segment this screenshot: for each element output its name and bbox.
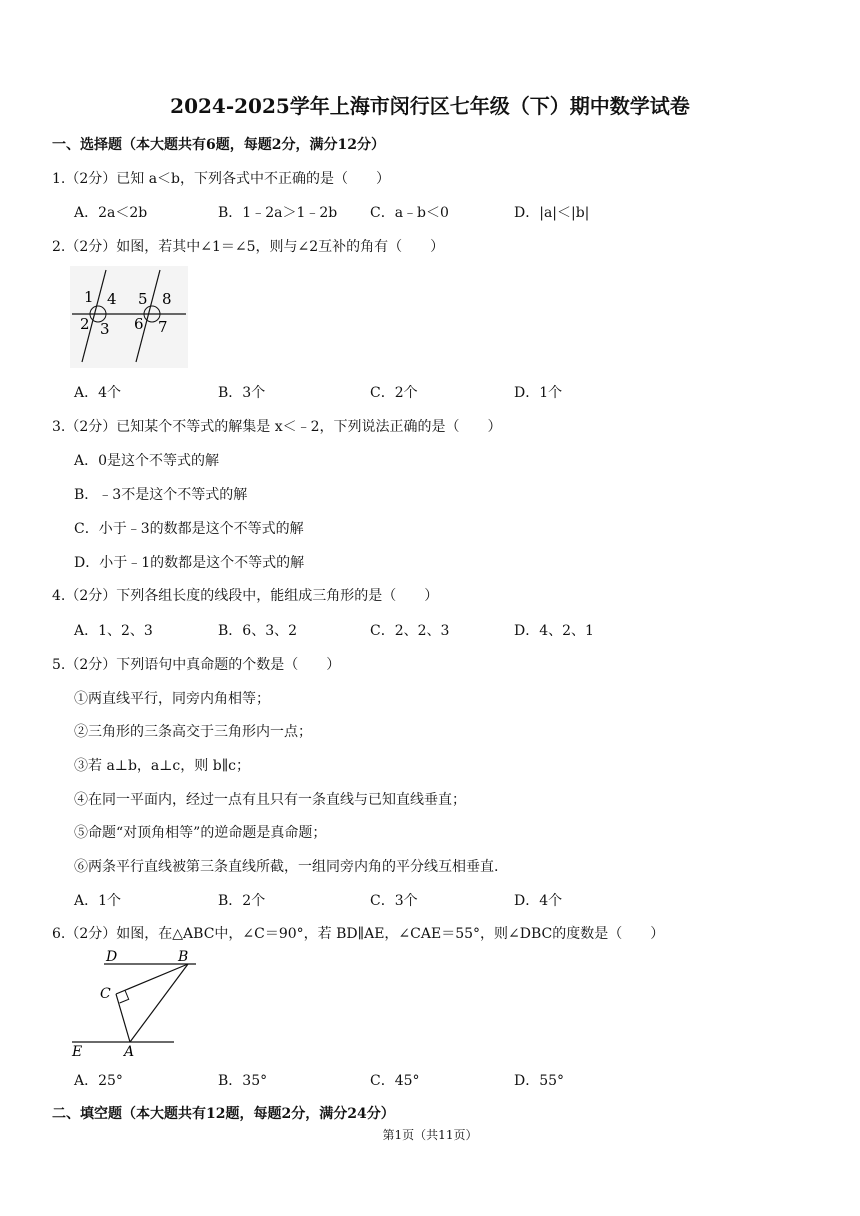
question-4-option-d: D．4、2、1 <box>514 623 594 639</box>
question-1-option-c: C．a﹣b＜0 <box>370 205 449 221</box>
question-5-option-c: C．3个 <box>370 893 418 909</box>
question-1-option-d: D．|a|＜|b| <box>514 205 590 221</box>
question-3-option-c: C．小于﹣3的数都是这个不等式的解 <box>74 521 304 537</box>
point-label-c: C <box>100 986 111 1002</box>
question-5-statement-5: ⑤命题“对顶角相等”的逆命题是真命题； <box>74 825 327 841</box>
angle-label-6: 6 <box>134 315 144 333</box>
question-6-option-c: C．45° <box>370 1073 420 1089</box>
question-3-stem: 3.（2分）已知某个不等式的解集是 x＜﹣2，下列说法正确的是（ ） <box>52 419 502 435</box>
question-3-option-d: D．小于﹣1的数都是这个不等式的解 <box>74 555 305 571</box>
angle-label-1: 1 <box>84 288 94 306</box>
question-4-option-c: C．2、2、3 <box>370 623 450 639</box>
angle-label-2: 2 <box>80 315 90 333</box>
question-5-statement-1: ①两直线平行，同旁内角相等； <box>74 691 270 707</box>
page-footer: 第1页（共11页） <box>382 1128 478 1142</box>
question-6-option-a: A．25° <box>74 1073 123 1089</box>
question-1-option-a: A．2a＜2b <box>74 205 148 221</box>
question-5-option-d: D．4个 <box>514 893 563 909</box>
question-5-stem: 5.（2分）下列语句中真命题的个数是（ ） <box>52 657 341 673</box>
question-5-option-a: A．1个 <box>74 893 122 909</box>
question-5-statement-6: ⑥两条平行直线被第三条直线所截，一组同旁内角的平分线互相垂直. <box>74 859 499 875</box>
question-2-stem: 2.（2分）如图，若其中∠1＝∠5，则与∠2互补的角有（ ） <box>52 239 445 255</box>
question-4-option-b: B．6、3、2 <box>218 623 298 639</box>
section-heading-fill-in: 二、填空题（本大题共有12题，每题2分，满分24分） <box>52 1106 395 1122</box>
question-4-option-a: A．1、2、3 <box>74 623 153 639</box>
question-2-option-d: D．1个 <box>514 385 563 401</box>
question-5-statement-2: ②三角形的三条高交于三角形内一点； <box>74 724 312 740</box>
angle-label-3: 3 <box>100 320 110 338</box>
question-1-option-b: B．1﹣2a＞1﹣2b <box>218 205 338 221</box>
angle-label-7: 7 <box>158 318 168 336</box>
question-3-option-b: B．﹣3不是这个不等式的解 <box>74 487 248 503</box>
angle-label-8: 8 <box>162 290 172 308</box>
point-label-e: E <box>72 1044 83 1058</box>
question-1-stem: 1.（2分）已知 a＜b，下列各式中不正确的是（ ） <box>52 171 391 187</box>
question-2-figure <box>70 266 188 368</box>
question-5-option-b: B．2个 <box>218 893 266 909</box>
angle-label-5: 5 <box>138 290 148 308</box>
question-6-figure <box>68 946 200 1058</box>
question-6-stem: 6.（2分）如图，在△ABC中，∠C＝90°，若 BD∥AE，∠CAE＝55°，则∠DBC的度数是（ ） <box>52 926 665 942</box>
question-6-option-b: B．35° <box>218 1073 268 1089</box>
question-5-statement-4: ④在同一平面内，经过一点有且只有一条直线与已知直线垂直； <box>74 792 466 808</box>
point-label-a: A <box>124 1044 135 1058</box>
question-2-option-a: A．4个 <box>74 385 122 401</box>
question-3-option-a: A．0是这个不等式的解 <box>74 453 220 469</box>
point-label-d: D <box>106 949 118 965</box>
question-6-option-d: D．55° <box>514 1073 565 1089</box>
question-4-stem: 4.（2分）下列各组长度的线段中，能组成三角形的是（ ） <box>52 588 439 604</box>
angle-label-4: 4 <box>107 290 117 308</box>
question-5-statement-3: ③若 a⊥b，a⊥c，则 b∥c； <box>74 758 250 774</box>
question-2-option-c: C．2个 <box>370 385 418 401</box>
point-label-b: B <box>178 949 189 965</box>
page-title: 2024-2025学年上海市闵行区七年级（下）期中数学试卷 <box>170 94 690 118</box>
section-heading-choice: 一、选择题（本大题共有6题，每题2分，满分12分） <box>52 137 385 153</box>
question-2-option-b: B．3个 <box>218 385 266 401</box>
